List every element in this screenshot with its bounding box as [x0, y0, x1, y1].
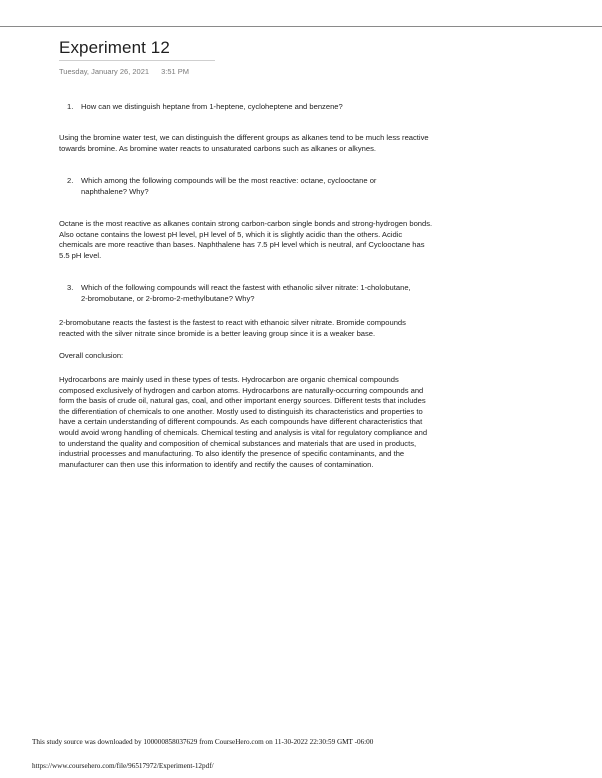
answer-2: [59, 219, 433, 261]
answer-text: 2-bromobutane reacts the fastest is the fastest to react with ethanoic silver nitrate. Bromide compounds reacted with the silver nitrate since bromide is a better leaving group since it is a weaker base.: [59, 318, 406, 338]
page-date: Tuesday, January 26, 2021: [59, 67, 150, 76]
source-url[interactable]: https://www.coursehero.com/file/96517972/Experiment-12pdf/: [32, 762, 214, 770]
conclusion-text: Hydrocarbons are mainly used in these types of tests. Hydrocarbon are organic chemical compounds composed exclusively of hydrogen and carbon atoms. Hydrocarbons are naturally-occurring compounds and form the basis of crude oil, natural gas, coal, and other important energy sources. Different tests that includes the differentiation of chemicals to one another. Mostly used to distinguish its characteristics and properties to have a certain understanding of different compounds. As each compounds have different characteristics that would avoid wrong handling of chemicals. Chemical testing and analysis is vital for regulatory compliance and to understand the quality and composition of chemical substances and materials that are used in products, industrial processes and manufacturing. To also identify the presence of specific contaminants, and the manufacturer can then use this information to identify and rectify the causes of contamination.: [59, 375, 428, 469]
question-number: 3.: [67, 283, 74, 292]
question-number: 1.: [67, 102, 74, 111]
download-note: This study source was downloaded by 100000858037629 from CourseHero.com on 11-30-2022 22:30:59 GMT -06:00: [32, 738, 374, 746]
question-3: [59, 283, 433, 304]
conclusion-heading: [59, 351, 433, 362]
question-2: [59, 176, 433, 197]
question-text: Which of the following compounds will react the fastest with ethanolic silver nitrate: 1-cholobutane, 2-bromobutane, or 2-bromo-2-methylbutane? Why?: [81, 283, 411, 303]
answer-1: [59, 133, 433, 154]
answer-3: [59, 318, 433, 339]
answer-text: Using the bromine water test, we can distinguish the different groups as alkanes tend to be much less reactive towards bromine. As bromine water reacts to unsaturated carbons such as alkanes or alkynes.: [59, 133, 429, 153]
question-text: How can we distinguish heptane from 1-heptene, cycloheptene and benzene?: [81, 102, 343, 111]
page-title: Experiment 12: [59, 38, 170, 57]
answer-text: Octane is the most reactive as alkanes contain strong carbon-carbon single bonds and strong-hydrogen bonds. Also octane contains the lowest pH level, pH level of 5, which it is slightly acidic than the others. Acidic chemicals are more reactive than bases. Naphthalene has 7.5 pH level which is neutral, anf Cyclooctane has 5.5 pH level.: [59, 219, 433, 260]
conclusion-heading-text: Overall conclusion:: [59, 351, 124, 360]
page-top-divider: [0, 26, 602, 27]
page-datetime: [59, 67, 189, 76]
question-number: 2.: [67, 176, 74, 185]
question-1: [59, 102, 433, 113]
question-text: Which among the following compounds will be the most reactive: octane, cyclooctane or naphthalene? Why?: [81, 176, 377, 196]
title-underline: [59, 60, 215, 61]
page-time: 3:51 PM: [161, 67, 189, 76]
conclusion-body: [59, 375, 433, 470]
